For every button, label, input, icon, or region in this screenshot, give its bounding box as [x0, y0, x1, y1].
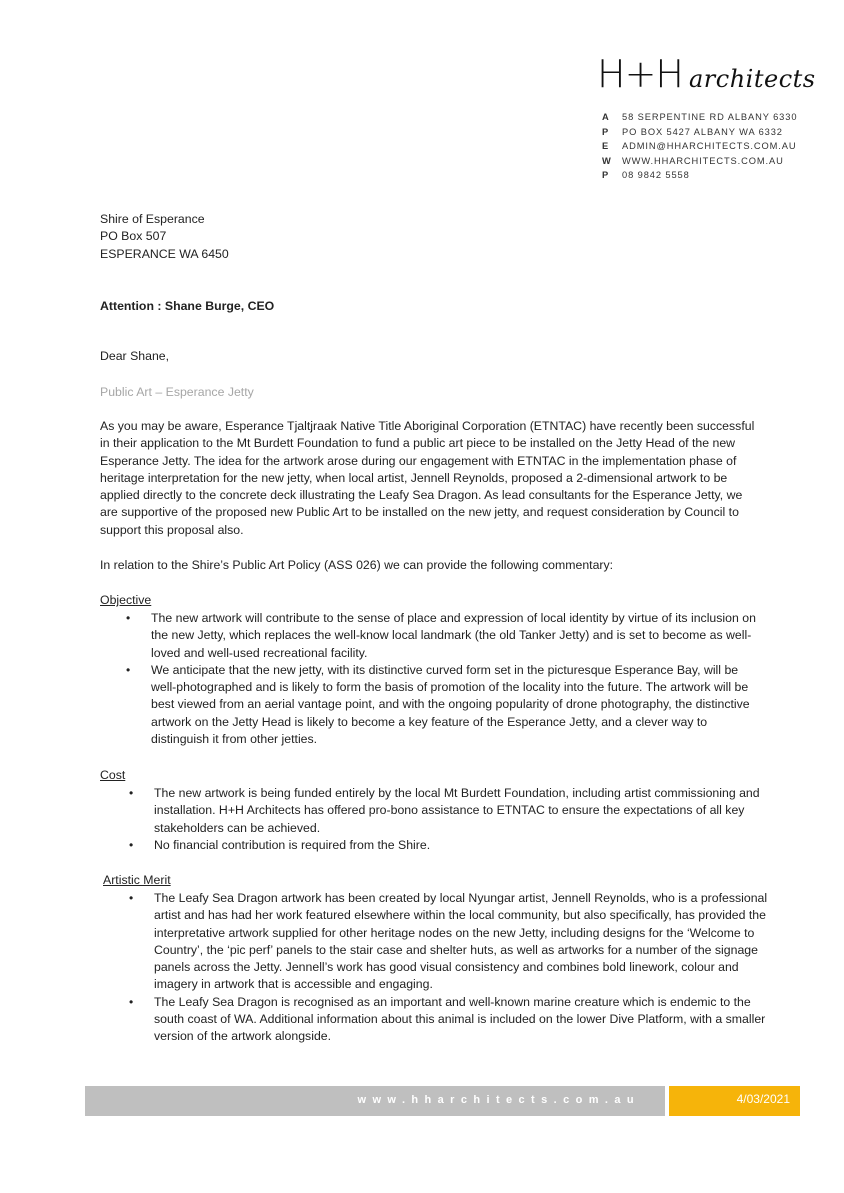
salutation: Dear Shane,: [100, 349, 170, 363]
policy-paragraph: In relation to the Shire’s Public Art Policy (ASS 026) we can provide the following commentary:: [100, 558, 614, 572]
contact-address: A 58 SERPENTINE RD ALBANY 6330: [602, 112, 798, 122]
contact-block: [602, 110, 797, 183]
logo-script-text: architects: [689, 65, 816, 93]
artistic-merit-heading: Artistic Merit: [103, 873, 171, 887]
contact-postal: P PO BOX 5427 ALBANY WA 6332: [602, 126, 783, 137]
company-logo: [597, 52, 816, 96]
contact-phone: P 08 9842 5558: [602, 170, 690, 180]
intro-paragraph: As you may be aware, Esperance Tjaltjraak Native Title Aboriginal Corporation (ETNTAC) have recently been successful in their application to the Mt Burdett Foundation to fund a public art piece to be installed on the Jetty Head of the new Esperance Jetty. The idea for the artwork arose during our engagement with ETNTAC in the implementation phase of heritage interpretation for the new jetty, when local artist, Jennell Reynolds, proposed a 2-dimensional artwork to be applied directly to the concrete deck illustrating the Leafy Sea Dragon. As lead consultants for the Esperance Jetty, we are supportive of the proposed new Public Art to be installed on the new jetty, and request consideration by Council to support this proposal also.: [100, 419, 755, 537]
list-item: • The new artwork is being funded entirely by the local Mt Burdett Foundation, including artist commissioning and installation. H+H Architects has offered pro-bono assistance to ETNTAC to ensure the expectations of all key stakeholders can be achieved.: [154, 785, 762, 837]
contact-email: E ADMIN@HHARCHITECTS.COM.AU: [602, 141, 797, 151]
attention-line: Attention : Shane Burge, CEO: [100, 299, 275, 313]
objective-heading: Objective: [100, 593, 152, 607]
list-item: • The Leafy Sea Dragon is recognised as an important and well-known marine creature which is endemic to the south coast of WA. Additional information about this animal is included on the lower Dive Platform, with a smaller version of the artwork alongside.: [154, 994, 770, 1046]
footer-date-box: [669, 1086, 800, 1116]
list-item: • We anticipate that the new jetty, with its distinctive curved form set in the picturesque Esperance Bay, will be well-photographed and is likely to form the basis of promotion of the locality into the future. The artwork will be best viewed from an aerial vantage point, and with the ongoing popularity of drone photography, the distinctive artwork on the Jetty Head is likely to become a key feature of the Esperance Jetty, and a clever way to distinguish it from other jetties.: [151, 662, 763, 748]
list-item: • The new artwork will contribute to the sense of place and expression of local identity by virtue of its inclusion on the new Jetty, which replaces the well-know local landmark (the old Tanker Jetty) and is set to become as well-loved and well-used recreational facility.: [151, 610, 763, 662]
footer-bar: [85, 1086, 665, 1116]
artistic-merit-list: [154, 890, 770, 1046]
cost-list: [154, 785, 762, 854]
recipient-address: [100, 211, 229, 263]
list-item: • The Leafy Sea Dragon artwork has been created by local Nyungar artist, Jennell Reynolds, who is a professional artist and has had her work featured elsewhere within the local community, but also specifically, has provided the interpretative artwork supplied for other heritage nodes on the new Jetty, including designs for the ‘Welcome to Country’, the ‘pic perf’ panels to the stair case and shelter huts, as well as artworks for a number of the signage panels across the Jetty. Jennell’s work has good visual consistency and combines bold linework, colour and imagery in artwork that is accessible and engaging.: [154, 890, 770, 994]
recipient-line: ESPERANCE WA 6450: [100, 246, 229, 261]
list-item: • No financial contribution is required from the Shire.: [154, 837, 762, 854]
logo-main-text: H+H: [597, 52, 683, 96]
contact-website: W WWW.HHARCHITECTS.COM.AU: [602, 155, 784, 166]
objective-list: [151, 610, 763, 748]
footer-date: 4/03/2021: [736, 1092, 790, 1106]
footer-website: www.hharchitects.com.au: [357, 1094, 640, 1106]
recipient-line: Shire of Esperance: [100, 212, 205, 226]
cost-heading: Cost: [100, 768, 126, 782]
recipient-line: PO Box 507: [100, 229, 167, 244]
letter-subject: Public Art – Esperance Jetty: [100, 385, 254, 399]
